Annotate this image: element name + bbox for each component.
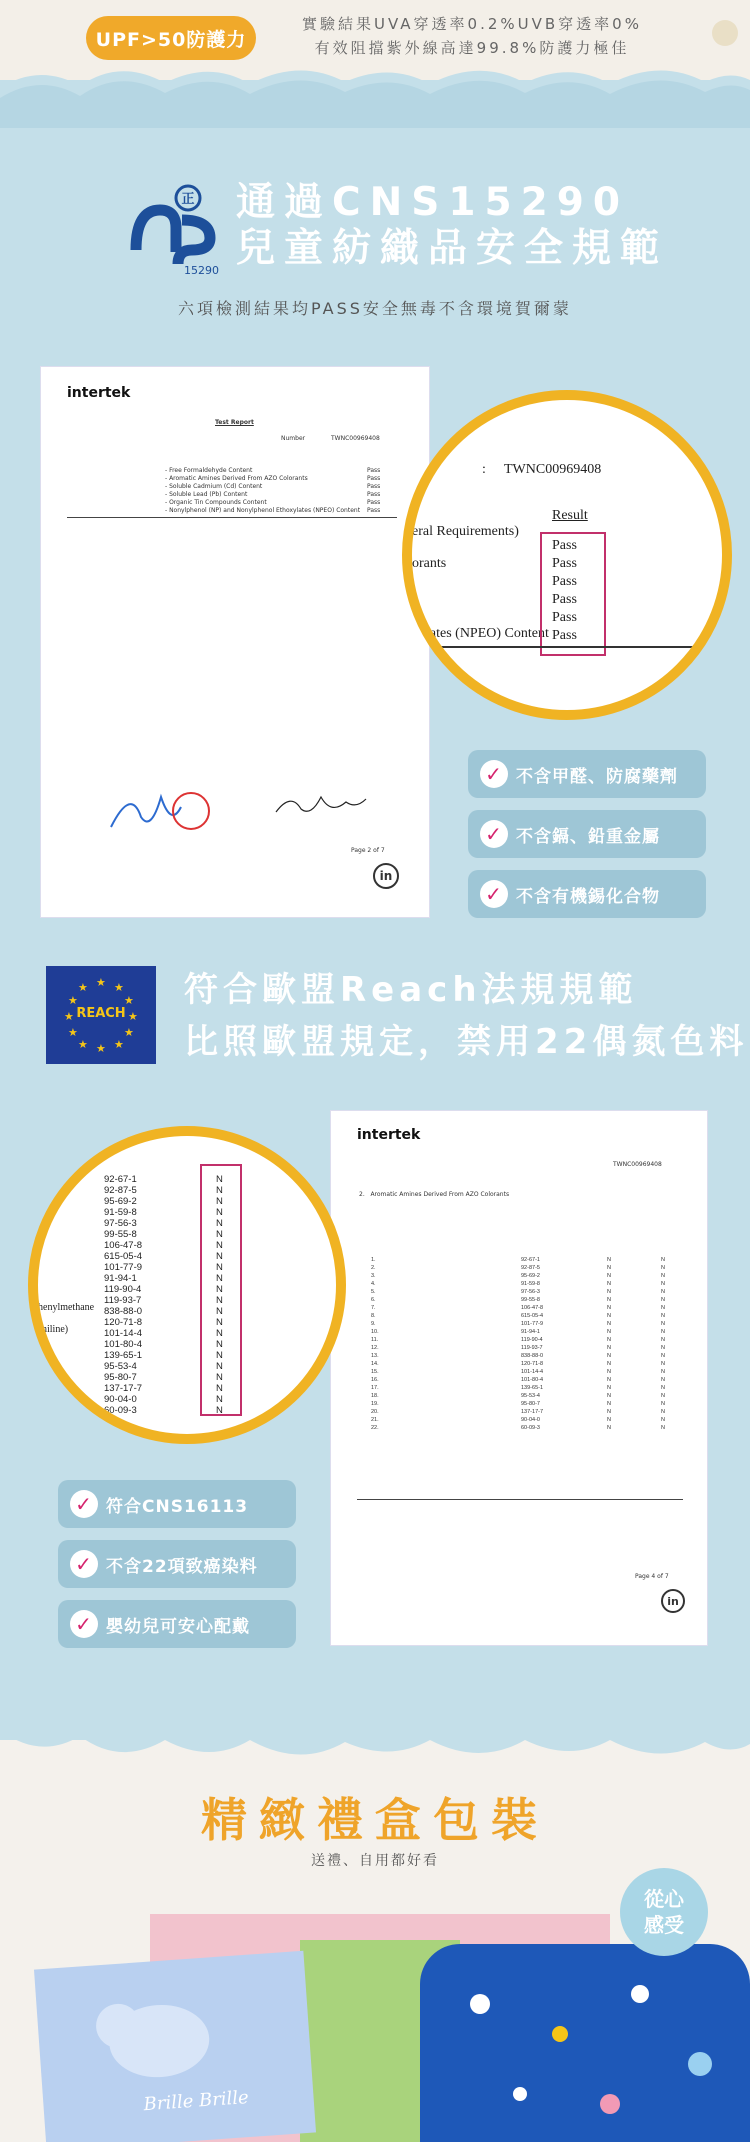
row-result: N — [607, 1409, 611, 1415]
cas-number: 60-09-3 — [104, 1405, 137, 1416]
row-index: 13. — [371, 1353, 379, 1359]
cas-result: N — [216, 1350, 223, 1361]
badge-line-2: 感受 — [644, 1913, 684, 1937]
cas-result: N — [216, 1196, 223, 1207]
mag-report-number: TWNC00969408 — [504, 462, 602, 477]
upf-line-1: 實驗結果UVA穿透率0.2%UVB穿透率0% — [302, 15, 642, 33]
feature-pill — [468, 870, 706, 918]
row-result: N — [607, 1305, 611, 1311]
cas-result: N — [216, 1207, 223, 1218]
row-result: N — [607, 1257, 611, 1263]
cas-number: 90-04-0 — [104, 1394, 137, 1405]
reach-flag-text: REACH — [76, 1006, 126, 1021]
cas-result: N — [216, 1372, 223, 1383]
row-cas: 119-90-4 — [521, 1337, 543, 1343]
mag-fragment: orants — [412, 556, 447, 571]
amine-table — [371, 1257, 681, 1437]
row-cas: 95-53-4 — [521, 1393, 540, 1399]
row-index: 10. — [371, 1329, 379, 1335]
reach-title — [184, 964, 748, 1068]
row-index: 3. — [371, 1273, 376, 1279]
row-result: N — [607, 1401, 611, 1407]
cas-result: N — [216, 1273, 223, 1284]
table-row — [371, 1353, 681, 1361]
feature-pill — [468, 810, 706, 858]
gift-subtitle: 送禮、自用都好看 — [311, 1853, 439, 1869]
row-result: N — [607, 1385, 611, 1391]
report-result: Pass — [367, 491, 381, 498]
table-row — [371, 1257, 681, 1265]
cas-result: N — [216, 1174, 223, 1185]
report-row: - Organic Tin Compounds Content — [165, 499, 267, 506]
badge-line-1: 從心 — [644, 1887, 684, 1911]
row-index: 20. — [371, 1409, 379, 1415]
row-index: 17. — [371, 1385, 379, 1391]
row-result: N — [661, 1329, 665, 1335]
table-row — [371, 1401, 681, 1409]
feature-label: 嬰幼兒可安心配戴 — [106, 1616, 250, 1637]
feature-label: 不含22項致癌染料 — [106, 1556, 258, 1577]
report-divider — [67, 517, 397, 518]
row-index: 22. — [371, 1425, 379, 1431]
table-row — [371, 1321, 681, 1329]
cas-number: 119-90-4 — [104, 1284, 142, 1295]
row-index: 1. — [371, 1257, 376, 1263]
check-icon: ✓ — [480, 820, 508, 848]
row-result: N — [661, 1409, 665, 1415]
elephant-illustration — [34, 1951, 316, 2142]
row-result: N — [661, 1353, 665, 1359]
row-cas: 106-47-8 — [521, 1305, 544, 1311]
table-row — [371, 1289, 681, 1297]
row-result: N — [661, 1377, 665, 1383]
table-row — [371, 1385, 681, 1393]
feature-pill — [58, 1600, 296, 1648]
mag-pass: Pass — [552, 610, 577, 625]
test-report-cns — [40, 366, 430, 918]
row-result: N — [607, 1425, 611, 1431]
cns-logo-number: 15290 — [184, 264, 219, 276]
cas-result: N — [216, 1229, 223, 1240]
row-result: N — [607, 1361, 611, 1367]
row-result: N — [607, 1313, 611, 1319]
mag-pass: Pass — [552, 574, 577, 589]
upf-badge: UPF>50防護力 — [86, 16, 256, 60]
table-row — [371, 1313, 681, 1321]
cas-result: N — [216, 1262, 223, 1273]
cns-title-line-2: 兒童紡織品安全規範 — [236, 226, 669, 271]
cas-result: N — [216, 1394, 223, 1405]
row-result: N — [661, 1401, 665, 1407]
row-result: N — [661, 1297, 665, 1303]
mag-pass: Pass — [552, 628, 577, 643]
in-logo-icon: in — [373, 863, 399, 889]
row-result: N — [607, 1417, 611, 1423]
cas-number: 91-59-8 — [104, 1207, 137, 1218]
report-number: TWNC00969408 — [331, 435, 380, 442]
row-result: N — [661, 1305, 665, 1311]
report-row: - Soluble Lead (Pb) Content — [165, 491, 248, 498]
row-cas: 101-14-4 — [521, 1369, 544, 1375]
check-icon: ✓ — [480, 880, 508, 908]
row-result: N — [661, 1345, 665, 1351]
magnifier-report-detail: : TWNC00969408 Result eral Requirements) orants lates (NPEO) Content Pass Pass Pass Pass Pass Pass — [402, 390, 732, 720]
row-cas: 101-77-9 — [521, 1321, 544, 1327]
cas-result: N — [216, 1361, 223, 1372]
row-result: N — [661, 1281, 665, 1287]
gift-title: 精緻禮盒包裝 — [201, 1793, 549, 1847]
table-row — [371, 1361, 681, 1369]
highlight-box — [540, 532, 606, 656]
mag-pass: Pass — [552, 592, 577, 607]
cas-result: N — [216, 1284, 223, 1295]
table-row — [371, 1273, 681, 1281]
row-cas: 615-05-4 — [521, 1313, 544, 1319]
row-cas: 90-04-0 — [521, 1417, 540, 1423]
table-row — [371, 1345, 681, 1353]
mag-divider — [412, 646, 722, 648]
table-row — [371, 1337, 681, 1345]
highlight-box — [200, 1164, 242, 1416]
row-cas: 99-55-8 — [521, 1297, 540, 1303]
cns-logo-icon — [126, 180, 222, 276]
row-result: N — [661, 1337, 665, 1343]
row-result: N — [607, 1281, 611, 1287]
mag-fragment: eral Requirements) — [412, 524, 519, 539]
row-cas: 92-67-1 — [521, 1257, 540, 1263]
report-result: Pass — [367, 467, 381, 474]
row-index: 12. — [371, 1345, 379, 1351]
feature-pill — [468, 750, 706, 798]
row-result: N — [661, 1425, 665, 1431]
reach-title-line-2: 比照歐盟規定，禁用22偶氮色料 — [184, 1022, 749, 1062]
report-row: - Soluble Cadmium (Cd) Content — [165, 483, 263, 490]
upf-line-2: 有效阻擋紫外線高達99.8%防護力極佳 — [314, 39, 630, 57]
row-cas: 101-80-4 — [521, 1377, 544, 1383]
row-index: 7. — [371, 1305, 376, 1311]
report-row: - Aromatic Amines Derived From AZO Colorants — [165, 475, 308, 482]
cas-number: 92-67-1 — [104, 1174, 137, 1185]
row-result: N — [607, 1329, 611, 1335]
cloud-border-bottom — [0, 1700, 750, 1770]
cas-number: 139-65-1 — [104, 1350, 143, 1361]
mag-result-label: Result — [552, 508, 588, 523]
row-cas: 91-94-1 — [521, 1329, 540, 1335]
cas-number: 95-53-4 — [104, 1361, 137, 1372]
cas-result: N — [216, 1295, 223, 1306]
row-result: N — [661, 1393, 665, 1399]
row-index: 9. — [371, 1321, 376, 1327]
manager-signature — [271, 787, 371, 823]
feature-label: 不含鎘、鉛重金屬 — [516, 826, 660, 847]
row-result: N — [607, 1337, 611, 1343]
report-result: Pass — [367, 499, 381, 506]
gift-box-product — [420, 1944, 750, 2142]
mag-pass: Pass — [552, 538, 577, 553]
row-cas: 137-17-7 — [521, 1409, 544, 1415]
feature-label: 不含甲醛、防腐藥劑 — [516, 766, 678, 787]
decorative-ball — [712, 20, 738, 46]
report-section: 2. Aromatic Amines Derived From AZO Colorants — [359, 1191, 510, 1198]
feature-label: 不含有機錫化合物 — [516, 886, 660, 907]
report-number: TWNC00969408 — [613, 1161, 662, 1168]
cloud-border-top — [0, 58, 750, 128]
table-row — [371, 1369, 681, 1377]
cns-title — [236, 180, 668, 272]
table-row — [371, 1393, 681, 1401]
table-row — [371, 1265, 681, 1273]
row-cas: 95-69-2 — [521, 1273, 540, 1279]
cas-number: 137-17-7 — [104, 1383, 143, 1394]
table-row — [371, 1297, 681, 1305]
row-index: 4. — [371, 1281, 376, 1287]
report-divider — [357, 1499, 683, 1500]
check-icon: ✓ — [70, 1490, 98, 1518]
cas-result: N — [216, 1251, 223, 1262]
cas-number: 99-55-8 — [104, 1229, 137, 1240]
intertek-logo: intertek — [357, 1127, 421, 1143]
row-index: 18. — [371, 1393, 379, 1399]
cas-result: N — [216, 1339, 223, 1350]
in-logo-icon: in — [661, 1589, 685, 1613]
row-index: 5. — [371, 1289, 376, 1295]
report-heading: Test Report — [215, 419, 254, 426]
row-cas: 97-56-3 — [521, 1289, 540, 1295]
feature-pill — [58, 1540, 296, 1588]
row-result: N — [607, 1321, 611, 1327]
row-cas: 119-93-7 — [521, 1345, 543, 1351]
table-row — [371, 1409, 681, 1417]
report-result: Pass — [367, 475, 381, 482]
cas-number: 95-80-7 — [104, 1372, 137, 1383]
cas-number: 838-88-0 — [104, 1306, 143, 1317]
row-result: N — [661, 1369, 665, 1375]
magnifier-cas-list — [28, 1126, 346, 1444]
row-result: N — [607, 1393, 611, 1399]
row-index: 16. — [371, 1377, 379, 1383]
table-row — [371, 1417, 681, 1425]
row-result: N — [661, 1361, 665, 1367]
row-index: 21. — [371, 1417, 379, 1423]
cas-number: 95-69-2 — [104, 1196, 137, 1207]
table-row — [371, 1377, 681, 1385]
report-result: Pass — [367, 483, 381, 490]
reach-title-line-1: 符合歐盟Reach法規規範 — [184, 970, 638, 1010]
row-cas: 838-88-0 — [521, 1353, 544, 1359]
row-index: 2. — [371, 1265, 376, 1271]
row-cas: 60-09-3 — [521, 1425, 540, 1431]
report-page: Page 2 of 7 — [351, 847, 385, 854]
check-icon: ✓ — [480, 760, 508, 788]
row-result: N — [607, 1289, 611, 1295]
feature-label: 符合CNS16113 — [106, 1496, 249, 1517]
check-icon: ✓ — [70, 1610, 98, 1638]
row-index: 6. — [371, 1297, 376, 1303]
cas-result: N — [216, 1240, 223, 1251]
cns-subtitle: 六項檢測結果均PASS安全無毒不含環境賀爾蒙 — [178, 299, 572, 318]
cas-number: 101-80-4 — [104, 1339, 143, 1350]
row-result: N — [607, 1353, 611, 1359]
row-result: N — [661, 1257, 665, 1263]
cas-number: 119-93-7 — [104, 1295, 142, 1306]
report-result: Pass — [367, 507, 381, 514]
test-report-reach — [330, 1110, 708, 1646]
table-row — [371, 1329, 681, 1337]
cas-number: 92-87-5 — [104, 1185, 137, 1196]
heart-badge — [620, 1868, 708, 1956]
row-result: N — [661, 1265, 665, 1271]
row-result: N — [607, 1265, 611, 1271]
mag-fragment: niline) — [42, 1324, 69, 1335]
report-page: Page 4 of 7 — [635, 1573, 669, 1580]
cas-number: 97-56-3 — [104, 1218, 137, 1229]
row-result: N — [661, 1289, 665, 1295]
table-row — [371, 1281, 681, 1289]
feature-pill — [58, 1480, 296, 1528]
row-result: N — [607, 1345, 611, 1351]
row-cas: 120-71-8 — [521, 1361, 544, 1367]
mag-fragment: lates (NPEO) Content — [426, 626, 549, 641]
cas-result: N — [216, 1405, 223, 1416]
cas-number: 91-94-1 — [104, 1273, 137, 1284]
row-index: 14. — [371, 1361, 379, 1367]
row-result: N — [661, 1273, 665, 1279]
signature-stamp — [101, 787, 211, 837]
cns-title-line-1: 通過CNS15290 — [236, 180, 630, 225]
box-brand: Brille Brille — [142, 2087, 250, 2116]
cas-result: N — [216, 1306, 223, 1317]
row-result: N — [607, 1369, 611, 1375]
report-row: - Free Formaldehyde Content — [165, 467, 253, 474]
product-pattern — [420, 1944, 750, 2142]
eu-reach-flag: ★ ★ ★ ★ ★ ★ ★ ★ ★ ★ ★ ★ REACH — [46, 966, 156, 1064]
mag-fragment: henylmethane — [38, 1302, 95, 1313]
cas-result: N — [216, 1328, 223, 1339]
row-index: 15. — [371, 1369, 379, 1375]
row-result: N — [661, 1417, 665, 1423]
svg-text:正: 正 — [181, 192, 195, 207]
cas-number: 120-71-8 — [104, 1317, 143, 1328]
row-cas: 91-59-8 — [521, 1281, 540, 1287]
row-result: N — [661, 1385, 665, 1391]
cas-result: N — [216, 1383, 223, 1394]
table-row — [371, 1305, 681, 1313]
row-result: N — [661, 1313, 665, 1319]
cas-number: 106-47-8 — [104, 1240, 143, 1251]
row-index: 11. — [371, 1337, 379, 1343]
cas-number: 615-05-4 — [104, 1251, 143, 1262]
gift-box-front — [34, 1951, 316, 2142]
report-row: - Nonylphenol (NP) and Nonylphenol Ethoxylates (NPEO) Content — [165, 507, 361, 514]
row-index: 8. — [371, 1313, 376, 1319]
row-result: N — [607, 1377, 611, 1383]
row-index: 19. — [371, 1401, 379, 1407]
cas-result: N — [216, 1317, 223, 1328]
cas-number: 101-77-9 — [104, 1262, 143, 1273]
cas-result: N — [216, 1185, 223, 1196]
intertek-logo: intertek — [67, 385, 131, 401]
row-result: N — [661, 1321, 665, 1327]
report-number-label: Number — [281, 435, 306, 442]
row-result: N — [607, 1273, 611, 1279]
row-result: N — [607, 1297, 611, 1303]
cas-number: 101-14-4 — [104, 1328, 143, 1339]
upf-description — [262, 12, 682, 60]
row-cas: 92-87-5 — [521, 1265, 540, 1271]
mag-pass: Pass — [552, 556, 577, 571]
row-cas: 95-80-7 — [521, 1401, 540, 1407]
check-icon: ✓ — [70, 1550, 98, 1578]
row-cas: 139-65-1 — [521, 1385, 544, 1391]
cas-result: N — [216, 1218, 223, 1229]
table-row — [371, 1425, 681, 1433]
